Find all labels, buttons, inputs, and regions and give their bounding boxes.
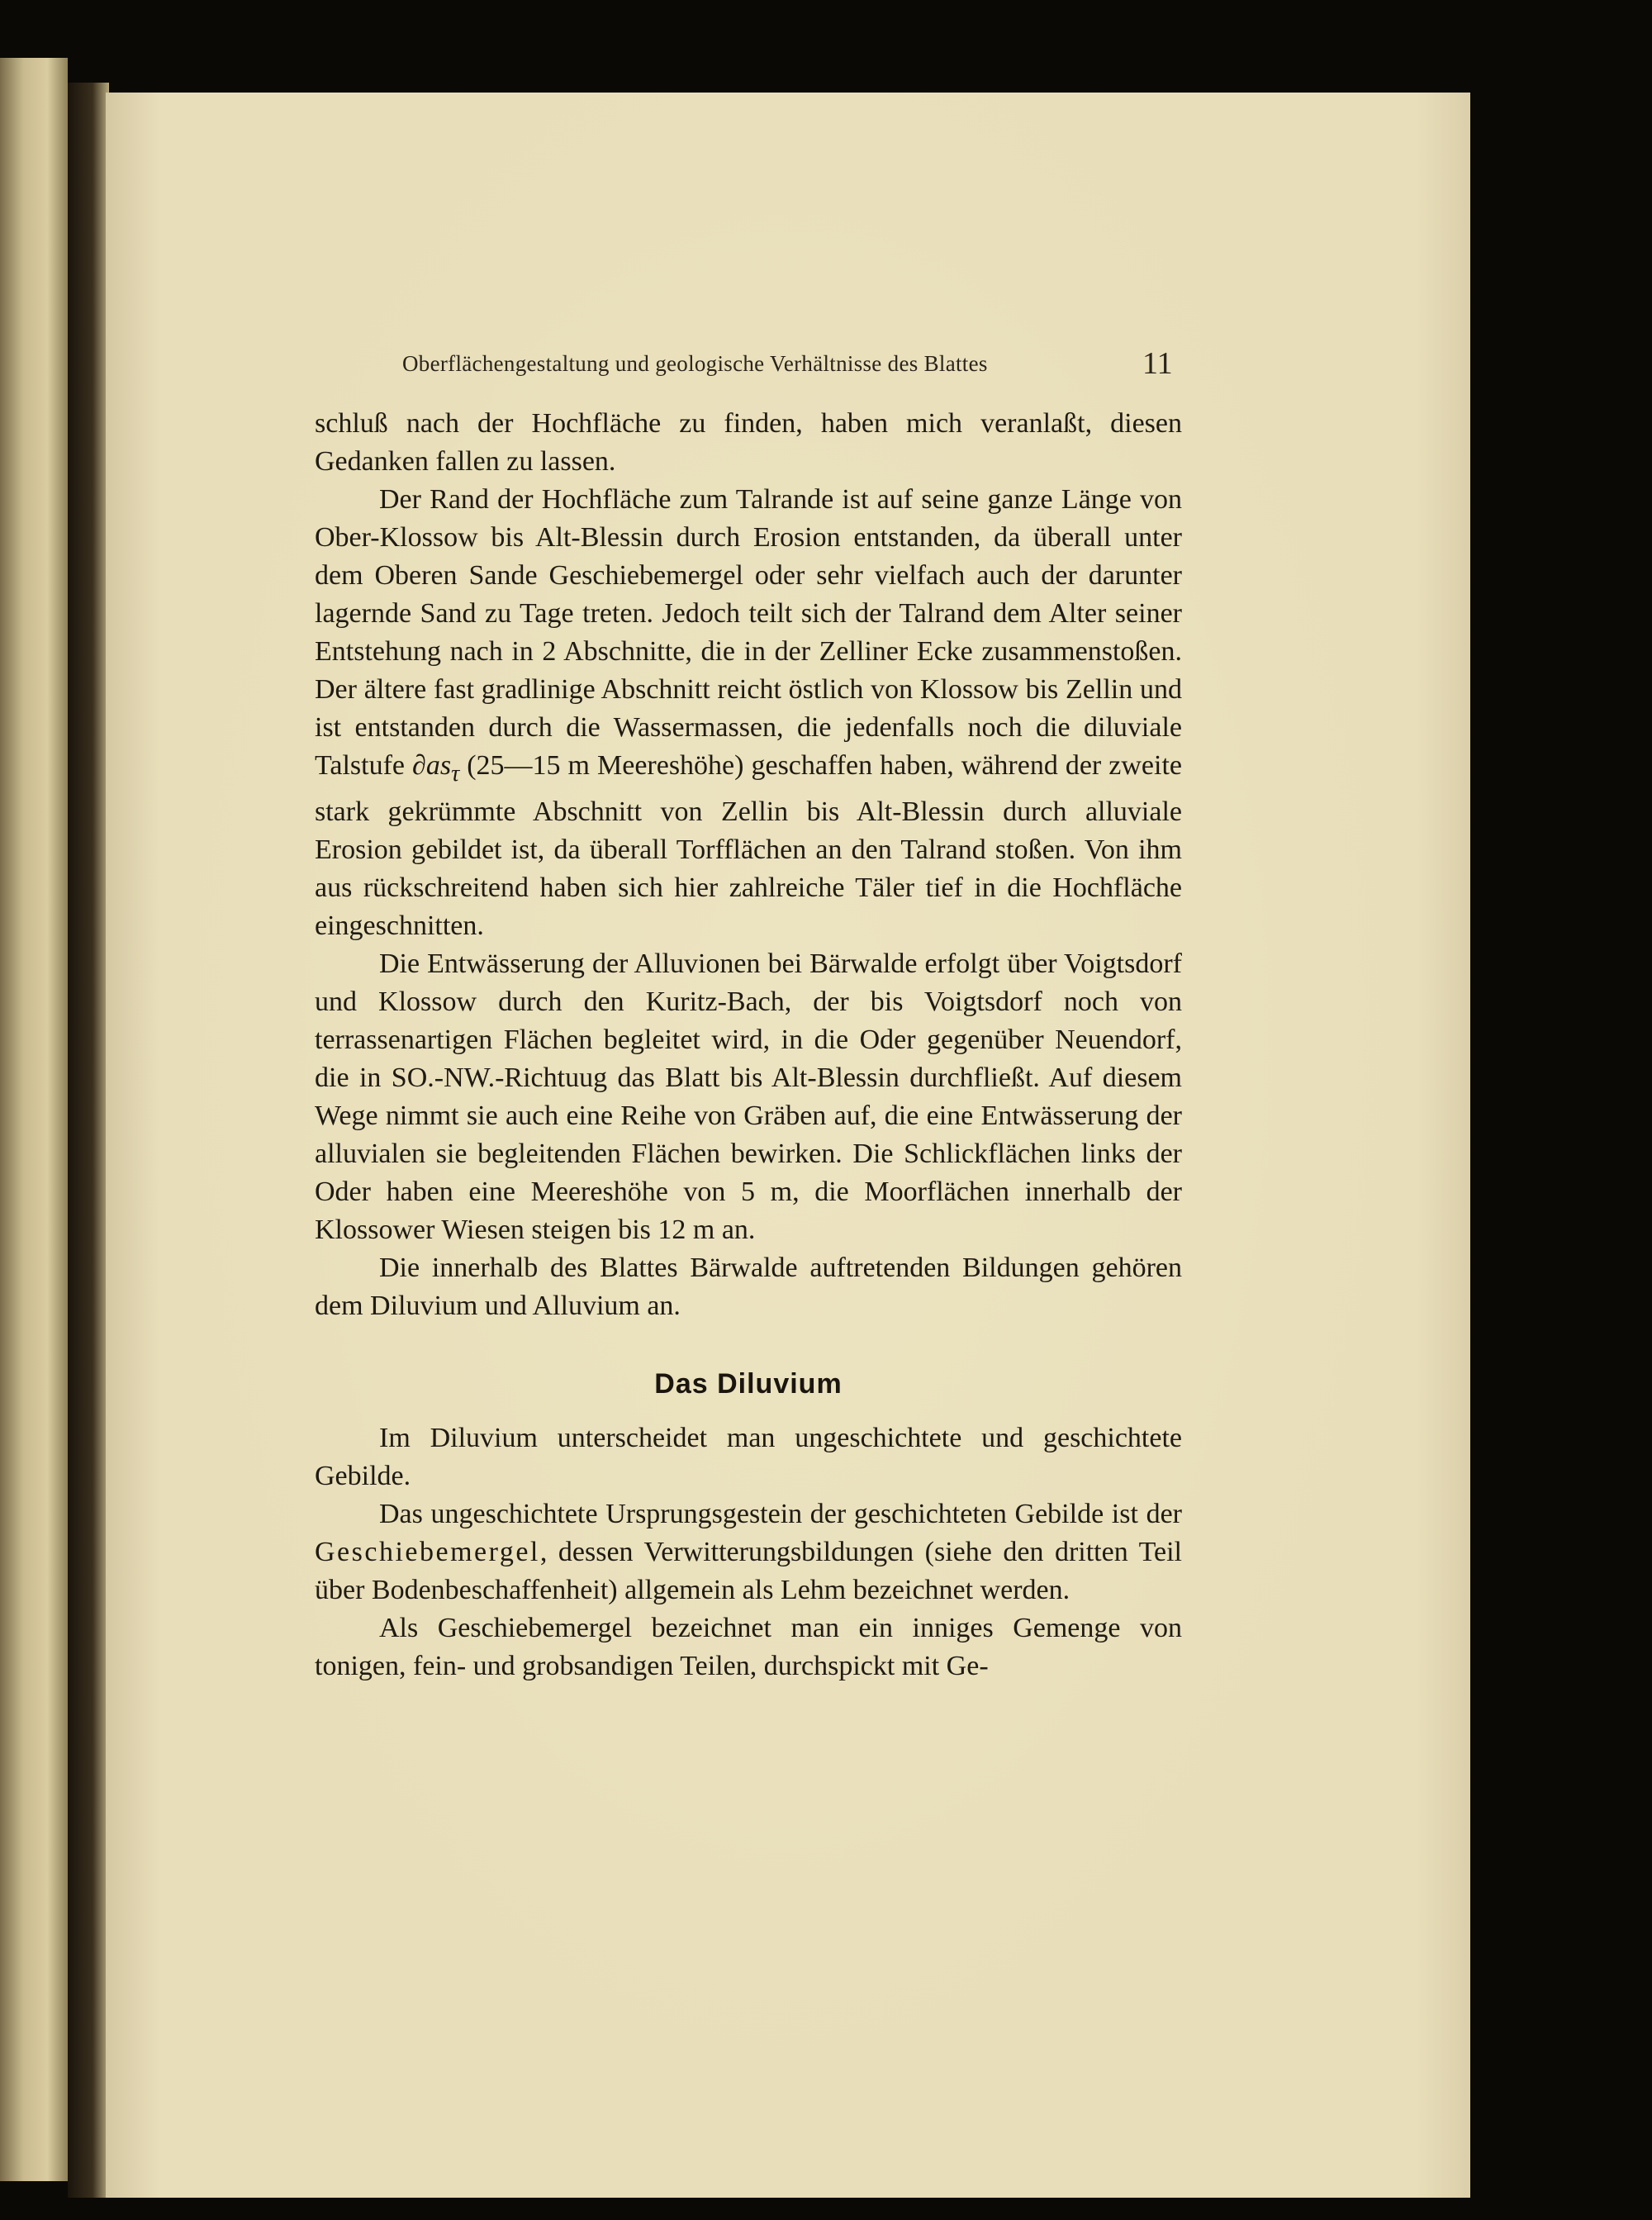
- symbol-main: ∂as: [412, 750, 452, 781]
- paragraph: schluß nach der Hochfläche zu finden, haben mich veranlaßt, diesen Gedanken fallen zu lassen.: [315, 408, 1182, 477]
- paragraph: Im Diluvium unterscheidet man ungeschichtete und geschichtete Gebilde.: [315, 1422, 1182, 1491]
- paragraph-text: , dessen Verwitterungsbildungen (siehe den dritten Teil über Bodenbeschaffenheit) allgemein als Lehm bezeichnet werden.: [315, 1536, 1182, 1605]
- section-heading: Das Diluvium: [654, 1367, 843, 1400]
- paragraph: Die Entwässerung der Alluvionen bei Bärwalde erfolgt über Voigtsdorf und Klossow durch den Kuritz-Bach, der bis Voigtsdorf noch von terrassenartigen Flächen begleitet wird, in die Oder gegenüber Neuendorf, die in SO.-NW.-Richtuug das Blatt bis Alt-Blessin durchfließt. Auf diesem Wege nimmt sie auch eine Reihe von Gräben auf, die eine Entwässerung der alluvialen sie begleitenden Flächen bewirken. Die Schlickflächen links der Oder haben eine Meereshöhe von 5 m, die Moorflächen innerhalb der Klossower Wiesen steigen bis 12 m an.: [315, 948, 1182, 1245]
- paragraph-text: Der Rand der Hochfläche zum Talrande ist auf seine ganze Länge von Ober-Klossow bis Alt-Blessin durch Erosion entstanden, da überall unter dem Oberen Sande Geschiebemergel oder sehr vielfach auch der darunter lagernde Sand zu Tage treten. Jedoch teilt sich der Talrand dem Alter seiner Entstehung nach in 2 Abschnitte, die in der Zelliner Ecke zusammenstoßen. Der ältere fast gradlinige Abschnitt reicht östlich von Klossow bis Zellin und ist entstanden durch die Wassermassen, die jedenfalls noch die diluviale Talstufe: [315, 484, 1182, 781]
- page-number: 11: [1142, 346, 1173, 381]
- emphasized-term: Geschiebemergel: [315, 1536, 540, 1567]
- paragraph: [315, 481, 1182, 945]
- paragraph: Als Geschiebemergel bezeichnet man ein inniges Gemenge von tonigen, fein- und grobsandigen Teilen, durchspickt mit Ge-: [315, 1612, 1182, 1681]
- book-gutter: [68, 83, 109, 2198]
- paragraph-text: (25—15 m Meereshöhe) geschaffen haben, während der zweite stark gekrümmte Abschnitt von Zellin bis Alt-Blessin durch alluviale Erosion gebildet ist, da überall Torfflächen an den Talrand stoßen. Von ihm aus rückschreitend haben sich hier zahlreiche Täler tief in die Hochfläche eingeschnitten.: [315, 750, 1182, 941]
- paragraph-text: Das ungeschichtete Ursprungsgestein der geschichteten Gebilde ist der: [379, 1498, 1182, 1529]
- paragraph: [315, 1495, 1182, 1609]
- running-title: Oberflächengestaltung und geologische Verhältnisse des Blattes: [402, 351, 988, 376]
- facing-page-edge: [0, 58, 68, 2181]
- symbol-subscript: τ: [451, 760, 460, 787]
- paragraph: Die innerhalb des Blattes Bärwalde auftretenden Bildungen gehören dem Diluvium und Alluvium an.: [315, 1252, 1182, 1321]
- stratigraphic-symbol: [412, 750, 460, 787]
- body-text: [315, 405, 1182, 1685]
